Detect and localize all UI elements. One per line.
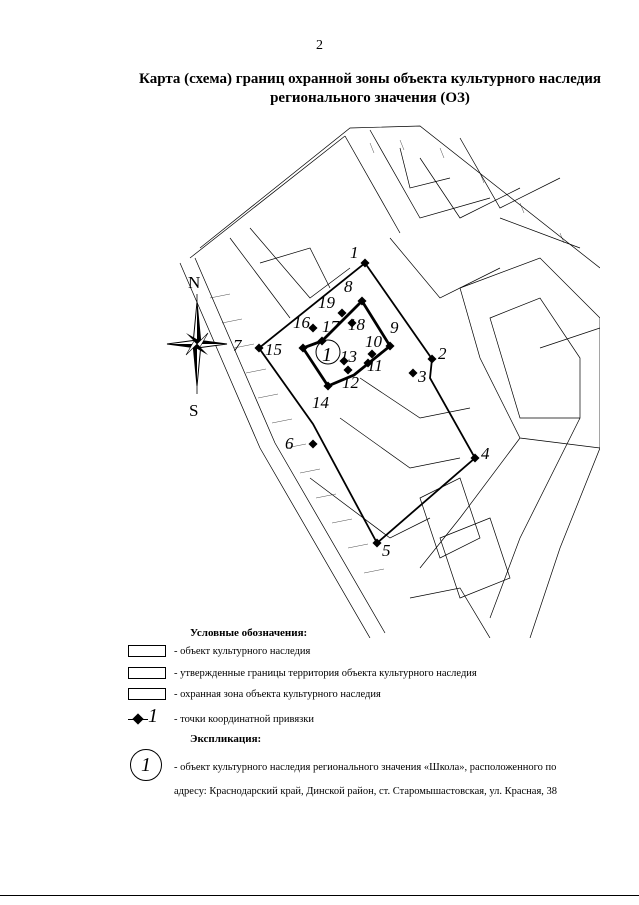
- reference-point-label: 10: [365, 332, 382, 351]
- reference-point-marker: [408, 368, 417, 377]
- reference-point-label: 13: [340, 347, 357, 366]
- reference-point-label: 19: [318, 293, 335, 312]
- reference-point-label: 9: [390, 318, 399, 337]
- reference-point-label: 16: [293, 313, 310, 332]
- explication-line-1: - объект культурного наследия регионального значения «Школа», расположенного по: [174, 762, 557, 773]
- page-number: 2: [316, 38, 323, 53]
- reference-point: [339, 347, 357, 366]
- explication-heading: Экспликация:: [190, 733, 262, 745]
- reference-point: [312, 381, 333, 412]
- cadastral-map: [160, 118, 600, 638]
- heritage-object-label: 1: [322, 344, 332, 366]
- explication-line-2: адресу: Краснодарский край, Динской район, ст. Старомышастовская, ул. Красная, 38: [174, 786, 558, 797]
- legend-item-reference-points: [128, 705, 315, 727]
- map-background: [180, 126, 600, 638]
- map-title: [110, 70, 630, 108]
- reference-point: [347, 315, 365, 334]
- legend-heading: Условные обозначения:: [190, 627, 308, 639]
- reference-point-label: 5: [382, 541, 391, 560]
- reference-point: [344, 277, 367, 306]
- legend-point-marker: [128, 705, 166, 727]
- reference-point-label: 12: [342, 373, 359, 392]
- legend-item-heritage-object: [128, 643, 310, 659]
- reference-point-label: 17: [322, 317, 339, 336]
- legend-swatch-heritage-object: [128, 645, 166, 657]
- heritage-object-marker: [316, 340, 340, 366]
- legend-text-protection-zone: - охранная зона объекта культурного наследия: [174, 688, 381, 700]
- reference-point: [385, 318, 399, 351]
- reference-point-label: 3: [418, 367, 427, 386]
- reference-point-label: 8: [344, 277, 353, 296]
- reference-point-label: 18: [348, 315, 365, 334]
- reference-point-label: 2: [438, 344, 447, 363]
- reference-point-label: 14: [312, 393, 329, 412]
- title-line-2: регионального значения (ОЗ): [270, 90, 470, 106]
- explication-marker: 1: [130, 749, 162, 781]
- compass-south-label: S: [189, 401, 199, 420]
- reference-point: [265, 340, 308, 359]
- reference-point: [342, 365, 360, 392]
- legend-point-number: 1: [148, 705, 158, 727]
- legend-text-heritage-object: - объект культурного наследия: [174, 645, 311, 657]
- explication-text: [174, 756, 594, 804]
- reference-point: [363, 356, 382, 375]
- reference-point: [408, 367, 426, 386]
- reference-point: [285, 434, 318, 453]
- legend-swatch-territory: [128, 667, 166, 679]
- reference-point-marker: [308, 439, 317, 448]
- reference-point: [293, 313, 318, 333]
- reference-point: [427, 344, 447, 364]
- reference-point-label: 4: [481, 444, 490, 463]
- reference-point: [350, 243, 370, 268]
- compass-rose: [167, 273, 227, 420]
- reference-point: [372, 538, 390, 560]
- legend-text-reference-points: - точки координатной привязки: [174, 713, 315, 725]
- reference-point-label: 11: [367, 356, 383, 375]
- title-line-1: Карта (схема) границ охранной зоны объекта культурного наследия: [139, 71, 601, 87]
- reference-point: [318, 293, 347, 318]
- legend-item-protection-zone: [128, 686, 381, 702]
- map-hatching: [210, 140, 564, 573]
- reference-point: [233, 336, 264, 355]
- reference-point-label: 7: [233, 336, 242, 355]
- reference-point-label: 1: [350, 243, 359, 262]
- legend-item-territory: [128, 665, 477, 681]
- legend-swatch-protection-zone: [128, 688, 166, 700]
- compass-north-label: N: [188, 273, 201, 292]
- reference-point-label: 15: [265, 340, 282, 359]
- reference-point-label: 6: [285, 434, 294, 453]
- bottom-rule: [0, 895, 639, 896]
- protection-zone-boundary: [259, 263, 475, 543]
- legend-text-territory: - утвержденные границы территория объекта культурного наследия: [174, 667, 477, 679]
